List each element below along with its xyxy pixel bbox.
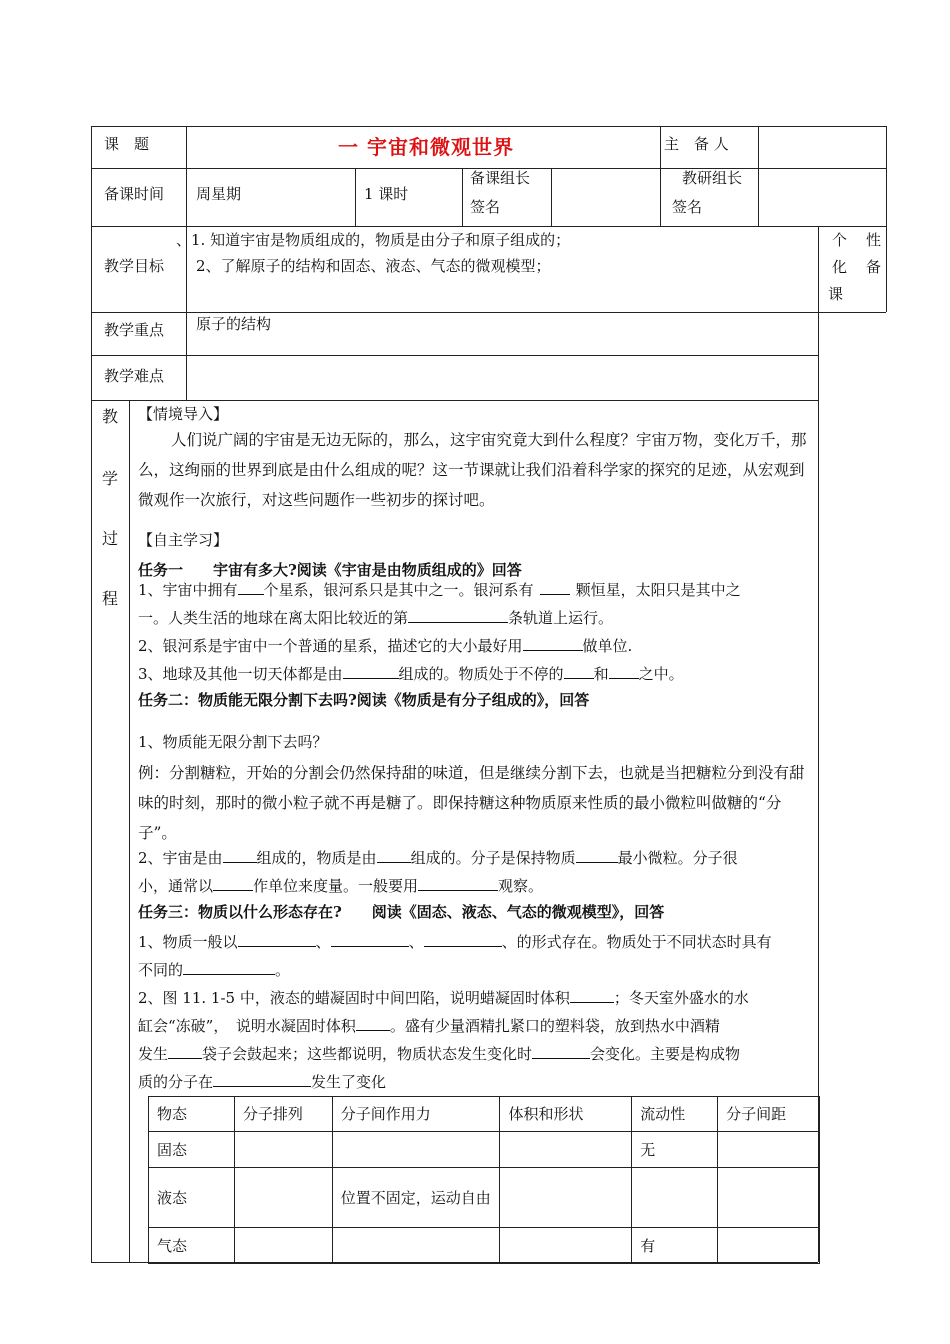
- goal-line-2: 2、了解原子的结构和固态、液态、气态的微观模型；: [196, 257, 551, 275]
- goal-line-1: 、1. 知道宇宙是物质组成的，物质是由分子和原子组成的；: [176, 231, 571, 249]
- focus-value: 原子的结构: [196, 315, 272, 333]
- th-force: 分子间作用力: [332, 1097, 500, 1132]
- task2-q2-line2: 小，通常以 作单位来度量。一般要用 观察。: [138, 874, 543, 896]
- weekday-label: 周星期: [196, 185, 242, 203]
- side-label-2: 化 备: [832, 258, 884, 276]
- table-row: 固态 无: [149, 1132, 820, 1168]
- side-label-3: 课: [828, 285, 844, 303]
- th-arrangement: 分子排列: [234, 1097, 332, 1132]
- task3-q2-line1: 2、图 11. 1-5 中，液态的蜡凝固时中间凹陷，说明蜡凝固时体积 ；冬天室外盛水的水: [138, 986, 749, 1008]
- th-fluidity: 流动性: [632, 1097, 718, 1132]
- task3-heading: 任务三：物质以什么形态存在? 阅读《固态、液态、气态的微观模型》，回答: [138, 903, 665, 921]
- task2-q1: 1、物质能无限分割下去吗？: [138, 733, 328, 751]
- task3-q2-line3: 发生 袋子会鼓起来；这些都说明，物质状态发生变化时 会变化。主要是构成物: [138, 1042, 740, 1064]
- lesson-title: 一 宇宙和微观世界: [338, 135, 514, 159]
- states-table-header: [149, 1097, 820, 1132]
- task1-heading: 任务一 宇宙有多大?阅读《宇宙是由物质组成的》回答: [138, 561, 522, 579]
- states-table: [148, 1096, 820, 1264]
- task2-heading: 任务二：物质能无限分割下去吗?阅读《物质是有分子组成的》，回答: [138, 691, 590, 709]
- preparer-label: 主 备 人: [664, 135, 729, 153]
- process-char-1: 教: [101, 407, 118, 426]
- th-spacing: 分子间距: [718, 1097, 820, 1132]
- period-label: 1 课时: [364, 185, 409, 203]
- task3-q1-line1: 1、物质一般以 、 、 、的形式存在。物质处于不同状态时具有: [138, 930, 772, 952]
- task3-q2-line2: 缸会“冻破”， 说明水凝固时体积 。盛有少量酒精扎紧口的塑料袋，放到热水中酒精: [138, 1014, 720, 1036]
- topic-label: 课 题: [104, 135, 150, 153]
- group-leader-label-2: 签名: [470, 198, 501, 216]
- process-char-4: 程: [101, 589, 118, 608]
- self-study-heading: 【自主学习】: [138, 531, 229, 549]
- task2-example: 例：分割糖粒，开始的分割会仍然保持甜的味道，但是继续分割下去，也就是当把糖粒分到没有甜味的时刻，那时的微小粒子就不再是糖了。即保持糖这种物质原来性质的最小微粒叫做糖的“分子”。: [138, 764, 805, 842]
- intro-heading: 【情境导入】: [138, 405, 229, 423]
- difficulty-label: 教学难点: [104, 367, 165, 385]
- th-volume-shape: 体积和形状: [500, 1097, 632, 1132]
- process-char-2: 学: [101, 469, 118, 488]
- table-row: 液态 位置不固定，运动自由: [149, 1168, 820, 1228]
- task1-q2: 2、银河系是宇宙中一个普通的星系，描述它的大小最好用 做单位.: [138, 634, 632, 656]
- research-leader-label-2: 签名: [672, 198, 703, 216]
- side-label-1: 个 性: [832, 231, 884, 249]
- task2-q2-line1: 2、宇宙是由 组成的，物质是由 组成的。分子是保持物质 最小微粒。分子很: [138, 846, 738, 868]
- prep-time-label: 备课时间: [104, 185, 165, 203]
- task1-q1-line2: 一。人类生活的地球在离太阳比较近的第 条轨道上运行。: [138, 606, 613, 628]
- table-row: 气态 有: [149, 1228, 820, 1264]
- task3-q1-line2: 不同的 。: [138, 958, 290, 980]
- task1-q3: 3、地球及其他一切天体都是由 组成的。物质处于不停的 和 之中。: [138, 662, 684, 684]
- group-leader-label-1: 备课组长: [470, 169, 531, 187]
- intro-text: 人们说广阔的宇宙是无边无际的，那么，这宇宙究竟大到什么程度？宇宙万物，变化万千，那么，这绚丽的世界到底是由什么组成的呢？这一节课就让我们沿着科学家的探究的足迹，从宏观到微观作一次旅行，对这些问题作一些初步的探讨吧。: [138, 431, 807, 509]
- goals-label: 教学目标: [104, 257, 165, 275]
- research-leader-label-1: 教研组长: [682, 169, 743, 187]
- focus-label: 教学重点: [104, 321, 165, 339]
- task3-q2-line4: 质的分子在 发生了变化: [138, 1070, 386, 1092]
- process-char-3: 过: [101, 529, 118, 548]
- task1-q1-line1: 1、宇宙中拥有 个星系，银河系只是其中之一。银河系有 颗恒星，太阳只是其中之: [138, 578, 741, 600]
- th-state: 物态: [149, 1097, 235, 1132]
